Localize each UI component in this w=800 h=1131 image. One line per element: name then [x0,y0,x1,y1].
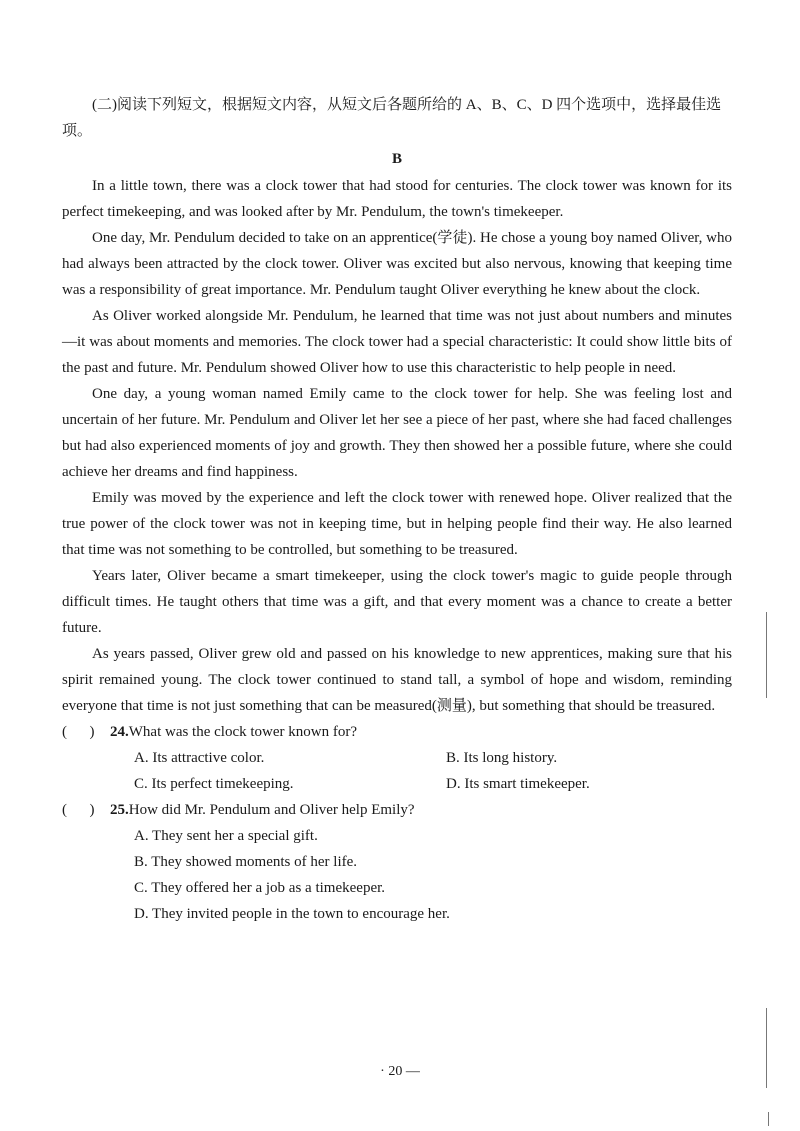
answer-blank[interactable]: ( ) [62,802,95,818]
option-c: C. They offered her a job as a timekeeper. [134,880,386,896]
option-d: D. Its smart timekeeper. [446,776,590,792]
question-25 [62,797,732,927]
answer-blank[interactable]: ( ) [62,724,95,740]
question-number: 24. [110,724,129,740]
document-page [62,92,732,927]
option-a: A. Its attractive color. [134,750,265,766]
paragraph: As Oliver worked alongside Mr. Pendulum, he learned that time was not just about numbers and minutes—it was about moments and memories. The clock tower had a special characteristic: It could show little bits of the past and future. Mr. Pendulum showed Oliver how to use this characteristic to help people in need. [62,308,732,376]
question-24 [62,719,732,797]
options-list [62,823,732,927]
option-d: D. They invited people in the town to encourage her. [134,906,450,922]
section-title: B [391,151,402,167]
paragraph: One day, Mr. Pendulum decided to take on an apprentice(学徒). He chose a young boy named Oliver, who had always been attracted by the clock tower. Oliver was excited but also nervous, knowing that keeping time was a responsibility of great importance. Mr. Pendulum taught Oliver everything he knew about the clock. [62,230,732,298]
passage [62,173,732,719]
paragraph: In a little town, there was a clock tower that had stood for centuries. The clock tower was known for its perfect timekeeping, and was looked after by Mr. Pendulum, the town's timekeeper. [62,178,732,220]
page-number: · 20 — [380,1064,420,1079]
question-number: 25. [110,802,129,818]
paragraph: Years later, Oliver became a smart timekeeper, using the clock tower's magic to guide people through difficult times. He taught others that time was a gift, and that every moment was a chance to create a better future. [62,568,732,636]
scan-margin-line [768,1112,769,1126]
paragraph: As years passed, Oliver grew old and passed on his knowledge to new apprentices, making sure that his spirit remained young. The clock tower continued to stand tall, a symbol of hope and wisdom, reminding everyone that time is not just something that can be measured(测量), but something that should be treasured. [62,646,732,714]
option-b: B. They showed moments of her life. [134,854,358,870]
options-list [62,745,732,797]
option-b: B. Its long history. [446,750,558,766]
option-a: A. They sent her a special gift. [134,828,318,844]
scan-margin-line [766,1008,767,1088]
instruction: (二)阅读下列短文，根据短文内容，从短文后各题所给的 A、B、C、D 四个选项中，选择最佳选项。 [62,97,722,139]
question-text: How did Mr. Pendulum and Oliver help Emily? [128,802,415,818]
scan-margin-line [766,612,767,698]
option-c: C. Its perfect timekeeping. [134,776,294,792]
paragraph: One day, a young woman named Emily came to the clock tower for help. She was feeling lost and uncertain of her future. Mr. Pendulum and Oliver let her see a piece of her past, where she had faced challenges but had also experienced moments of joy and growth. They then showed her a possible future, where she could achieve her dreams and find happiness. [62,386,732,480]
paragraph: Emily was moved by the experience and left the clock tower with renewed hope. Oliver realized that the true power of the clock tower was not in keeping time, but in helping people find their way. He also learned that time was not something to be controlled, but something to be treasured. [62,490,732,558]
question-text: What was the clock tower known for? [128,724,358,740]
